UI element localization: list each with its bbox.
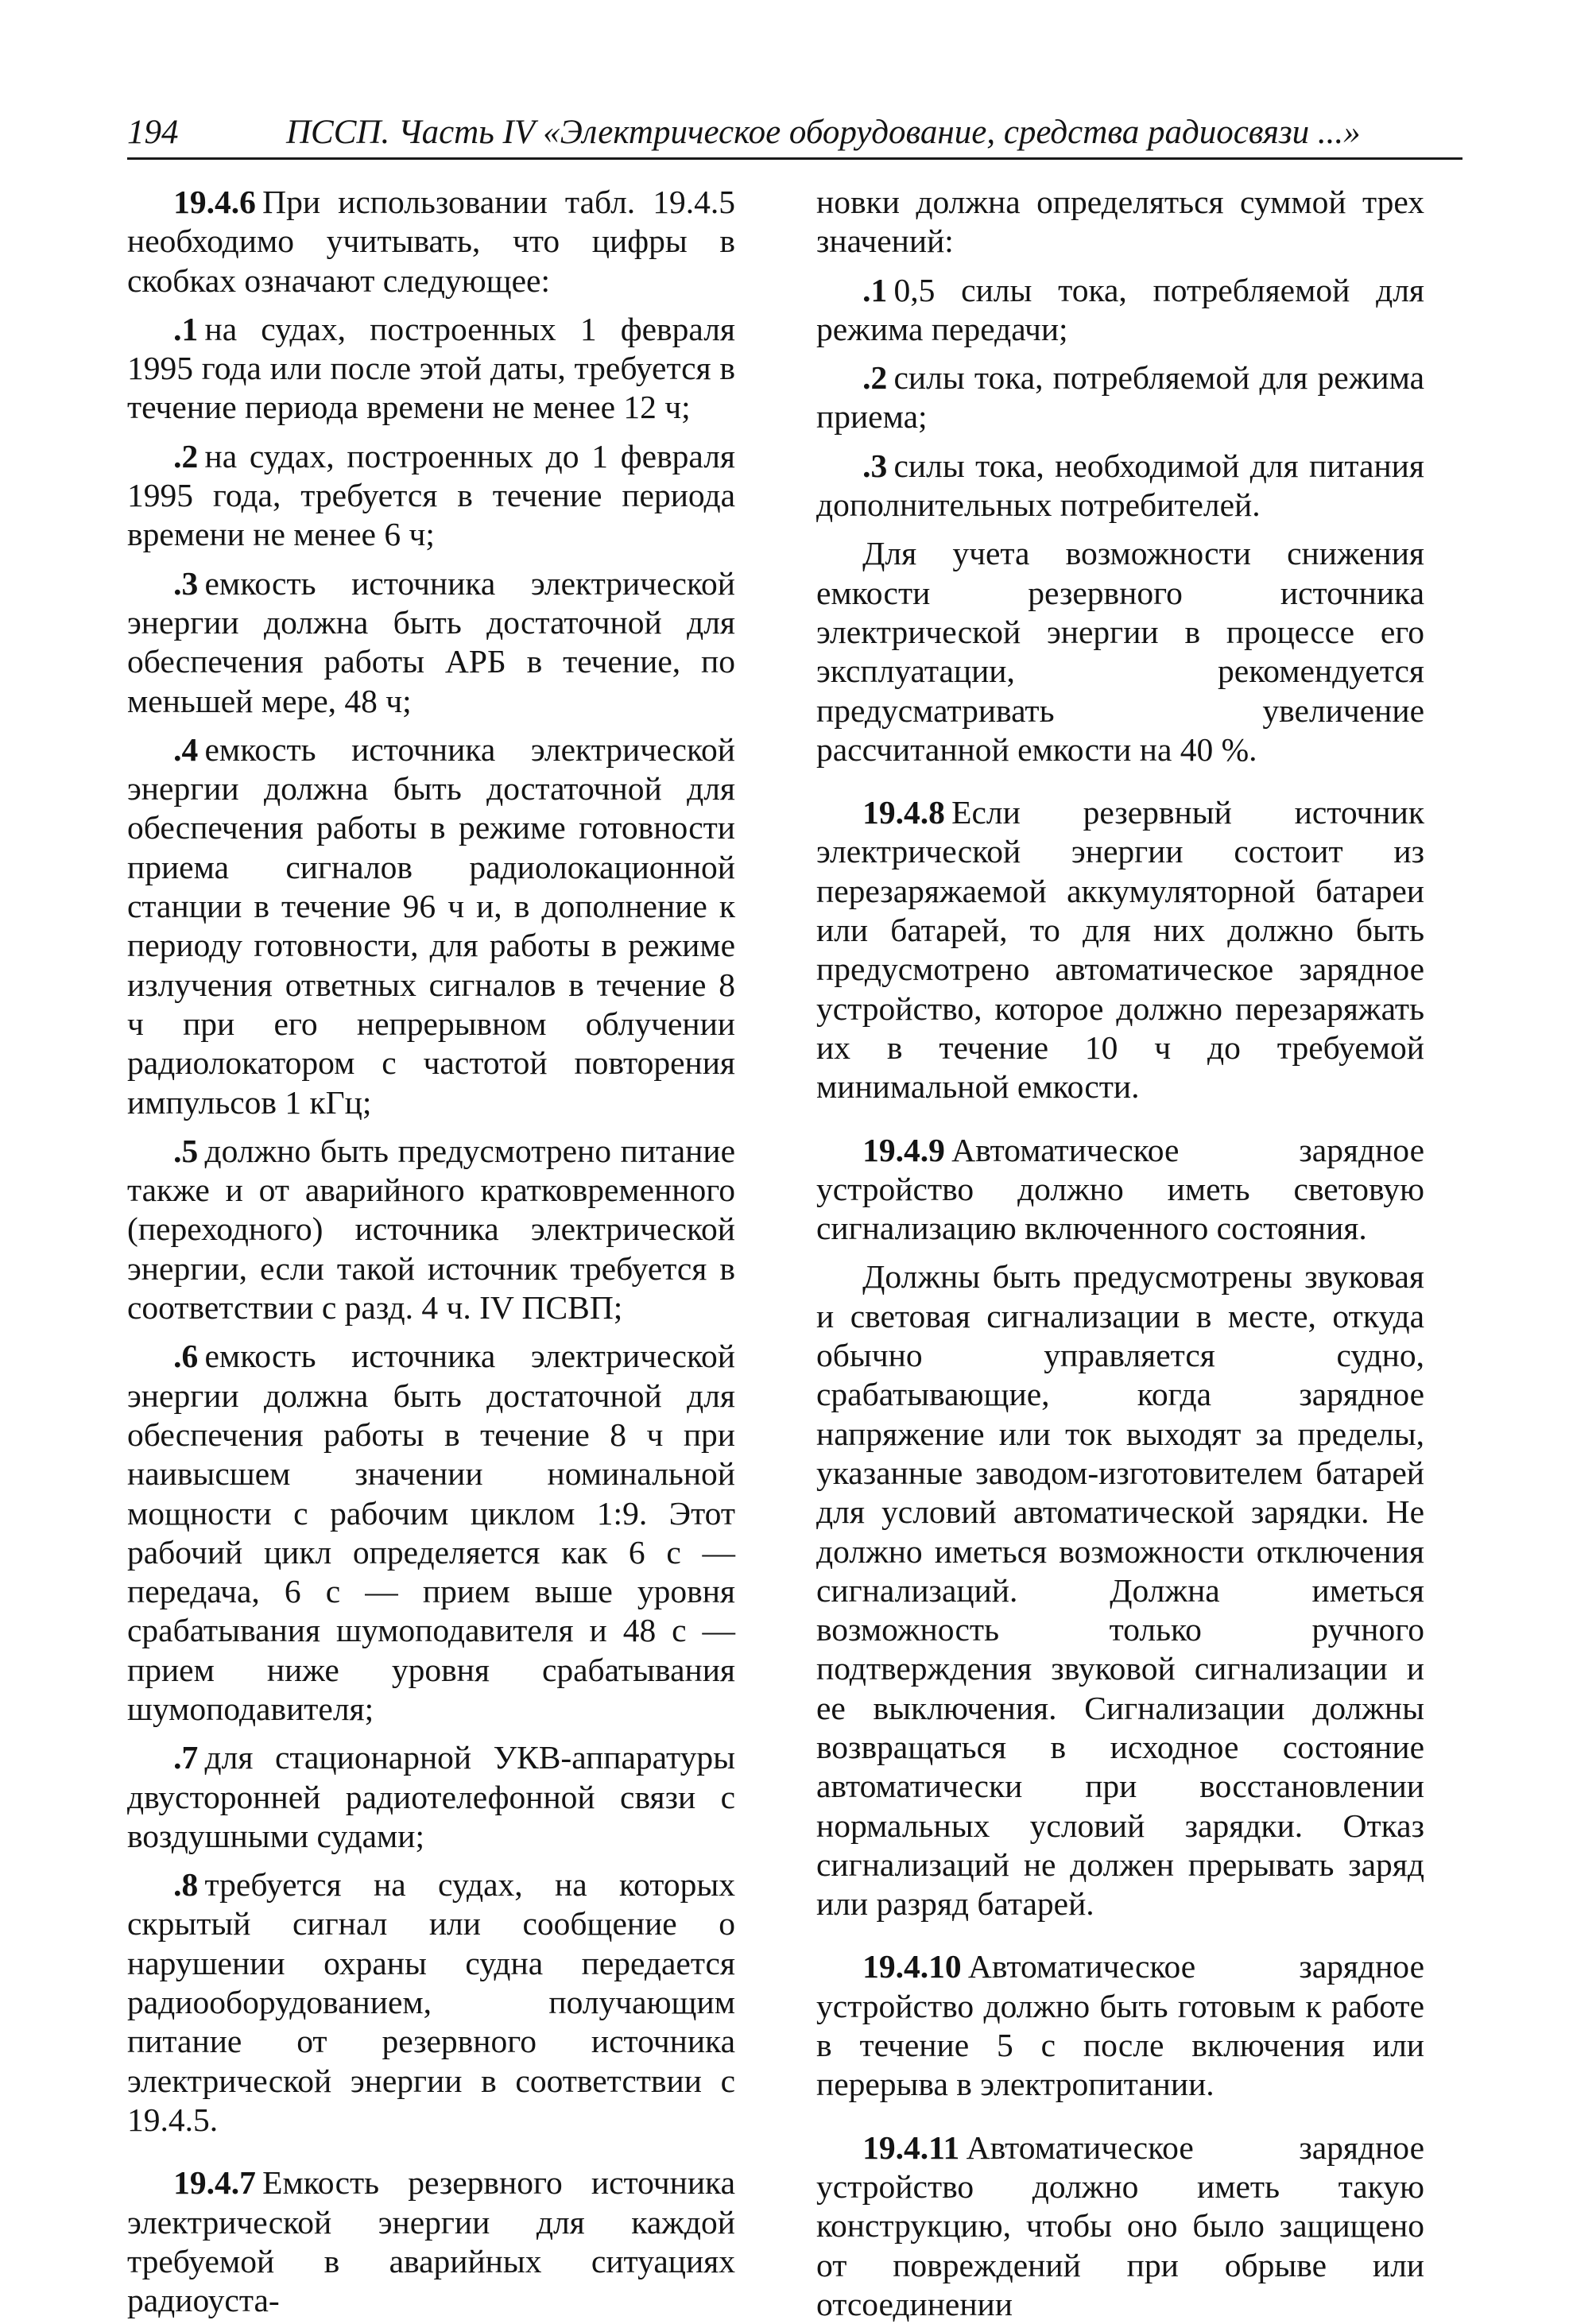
- right-column: [816, 183, 1424, 2324]
- paragraph-text: Если резервный источник электрической энергии состоит из перезаряжаемой аккумуляторной батареи или батарей, то для них должно быть предусмотрено автоматическое зарядное устройство, которое должно перезаряжать их в течение 10 ч до требуемой минимальной емкости.: [816, 794, 1424, 1106]
- paragraph-alarms: [816, 1257, 1424, 1923]
- clause-number: 19.4.7: [173, 2164, 256, 2202]
- paragraph-continuation: [816, 183, 1424, 261]
- paragraph-19-4-7: [127, 2163, 735, 2320]
- paragraph-text: Емкость резервного источника электрической энергии для каждой требуемой в аварийных ситуациях радиоуста-: [127, 2164, 735, 2319]
- paragraph-text: При использовании табл. 19.4.5 необходимо учитывать, что цифры в скобках означают следующее:: [127, 184, 735, 299]
- list-item-1: [127, 310, 735, 428]
- item-number: .8: [173, 1866, 199, 1904]
- list-item-5: [127, 1132, 735, 1327]
- paragraph-19-4-11: [816, 2128, 1424, 2324]
- list-item-1: [816, 271, 1424, 350]
- paragraph-text: силы тока, необходимой для питания дополнительных потребителей.: [816, 447, 1424, 524]
- paragraph-text: емкость источника электрической энергии должна быть достаточной для обеспечения работы в течение 8 ч при наивысшем значении номинальной мощности с рабочим циклом 1:9. Этот рабочий цикл определяется как 6 с — передача, 6 с — прием выше уровня срабатывания шумоподавителя и 48 с — прием ниже уровня срабатывания шумоподавителя;: [127, 1338, 735, 1727]
- list-item-4: [127, 730, 735, 1122]
- item-number: .2: [173, 437, 199, 474]
- item-number: .3: [173, 564, 199, 602]
- item-number: .1: [173, 310, 199, 347]
- paragraph-text: на судах, построенных 1 февраля 1995 года или после этой даты, требуется в течение периода времени не менее 12 ч;: [127, 310, 735, 426]
- paragraph-text: емкость источника электрической энергии должна быть достаточной для обеспечения работы в режиме готовности приема сигналов радиолокационной станции в течение 96 ч и, в дополнение к периоду готовности, для работы в режиме излучения ответных сигналов в течение 8 ч при его непрерывном облучении радиолокатором с частотой повторения импульсов 1 кГц;: [127, 730, 735, 1121]
- list-item-2: [127, 437, 735, 555]
- list-item-3: [816, 447, 1424, 525]
- paragraph-text: требуется на судах, на которых скрытый сигнал или сообщение о нарушении охраны судна передается радиооборудованием, получающим питание от резервного источника электрической энергии в соответствии с 19.4.5.: [127, 1866, 735, 2138]
- left-column: [127, 183, 735, 2320]
- item-number: .3: [862, 447, 888, 484]
- paragraph-capacity-reserve: [816, 534, 1424, 769]
- page-number: 194: [127, 114, 179, 151]
- list-item-3: [127, 564, 735, 721]
- paragraph-text: Должны быть предусмотрены звуковая и световая сигнализации в месте, откуда обычно управляется судно, срабатывающие, когда зарядное напряжение или ток выходят за пределы, указанные заводом-изготовителем батарей для условий автоматической зарядки. Не должно иметься возможности отключения сигнализаций. Должна иметься возможность только ручного подтверждения звуковой сигнализации и ее выключения. Сигнализации должны возвращаться в исходное состояние автоматически при восстановлении нормальных условий зарядки. Отказ сигнализаций не должен прерывать заряд или разряд батарей.: [816, 1258, 1424, 1923]
- paragraph-text: силы тока, потребляемой для режима приема;: [816, 359, 1424, 436]
- clause-number: 19.4.11: [862, 2128, 960, 2166]
- list-item-6: [127, 1337, 735, 1729]
- paragraph-text: должно быть предусмотрено питание также и от аварийного кратковременного (переходного) источника электрической энергии, если такой источник требуется в соответствии с разд. 4 ч. IV ПСВП;: [127, 1132, 735, 1327]
- list-item-7: [127, 1738, 735, 1856]
- paragraph-text: для стационарной УКВ-аппаратуры двусторонней радиотелефонной связи с воздушными судами;: [127, 1739, 735, 1854]
- paragraph-19-4-9: [816, 1131, 1424, 1249]
- paragraph-text: Для учета возможности снижения емкости резервного источника электрической энергии в процессе его эксплуатации, рекомендуется предусматривать увеличение рассчитанной емкости на 40 %.: [816, 535, 1424, 768]
- page-header: [127, 110, 1462, 160]
- paragraph-19-4-10: [816, 1947, 1424, 2104]
- item-number: .1: [862, 271, 888, 308]
- paragraph-text: Автоматическое зарядное устройство должно быть готовым к работе в течение 5 с после включения или перерыва в электропитании.: [816, 1948, 1424, 2103]
- paragraph-text: емкость источника электрической энергии должна быть достаточной для обеспечения работы АРБ в течение, по меньшей мере, 48 ч;: [127, 564, 735, 719]
- clause-number: 19.4.8: [862, 794, 945, 831]
- running-title: ПССП. Часть IV «Электрическое оборудование, средства радиосвязи ...»: [286, 114, 1361, 151]
- item-number: .7: [173, 1739, 199, 1776]
- paragraph-text: на судах, построенных до 1 февраля 1995 года, требуется в течение периода времени не менее 6 ч;: [127, 437, 735, 553]
- item-number: .4: [173, 730, 199, 768]
- paragraph-text: 0,5 силы тока, потребляемой для режима передачи;: [816, 271, 1424, 347]
- clause-number: 19.4.10: [862, 1948, 962, 1985]
- item-number: .6: [173, 1338, 199, 1375]
- paragraph-19-4-8: [816, 793, 1424, 1106]
- clause-number: 19.4.9: [862, 1131, 945, 1168]
- clause-number: 19.4.6: [173, 184, 256, 220]
- paragraph-19-4-6: [127, 183, 735, 300]
- paragraph-text: Автоматическое зарядное устройство должно иметь такую конструкцию, чтобы оно было защищено от повреждений при обрыве или отсоединении: [816, 2128, 1424, 2322]
- list-item-2: [816, 358, 1424, 437]
- item-number: .5: [173, 1132, 199, 1169]
- list-item-8: [127, 1865, 735, 2140]
- paragraph-text: Автоматическое зарядное устройство должно иметь световую сигнализацию включенного состояния.: [816, 1131, 1424, 1247]
- item-number: .2: [862, 359, 888, 397]
- paragraph-text: новки должна определяться суммой трех значений:: [816, 184, 1424, 260]
